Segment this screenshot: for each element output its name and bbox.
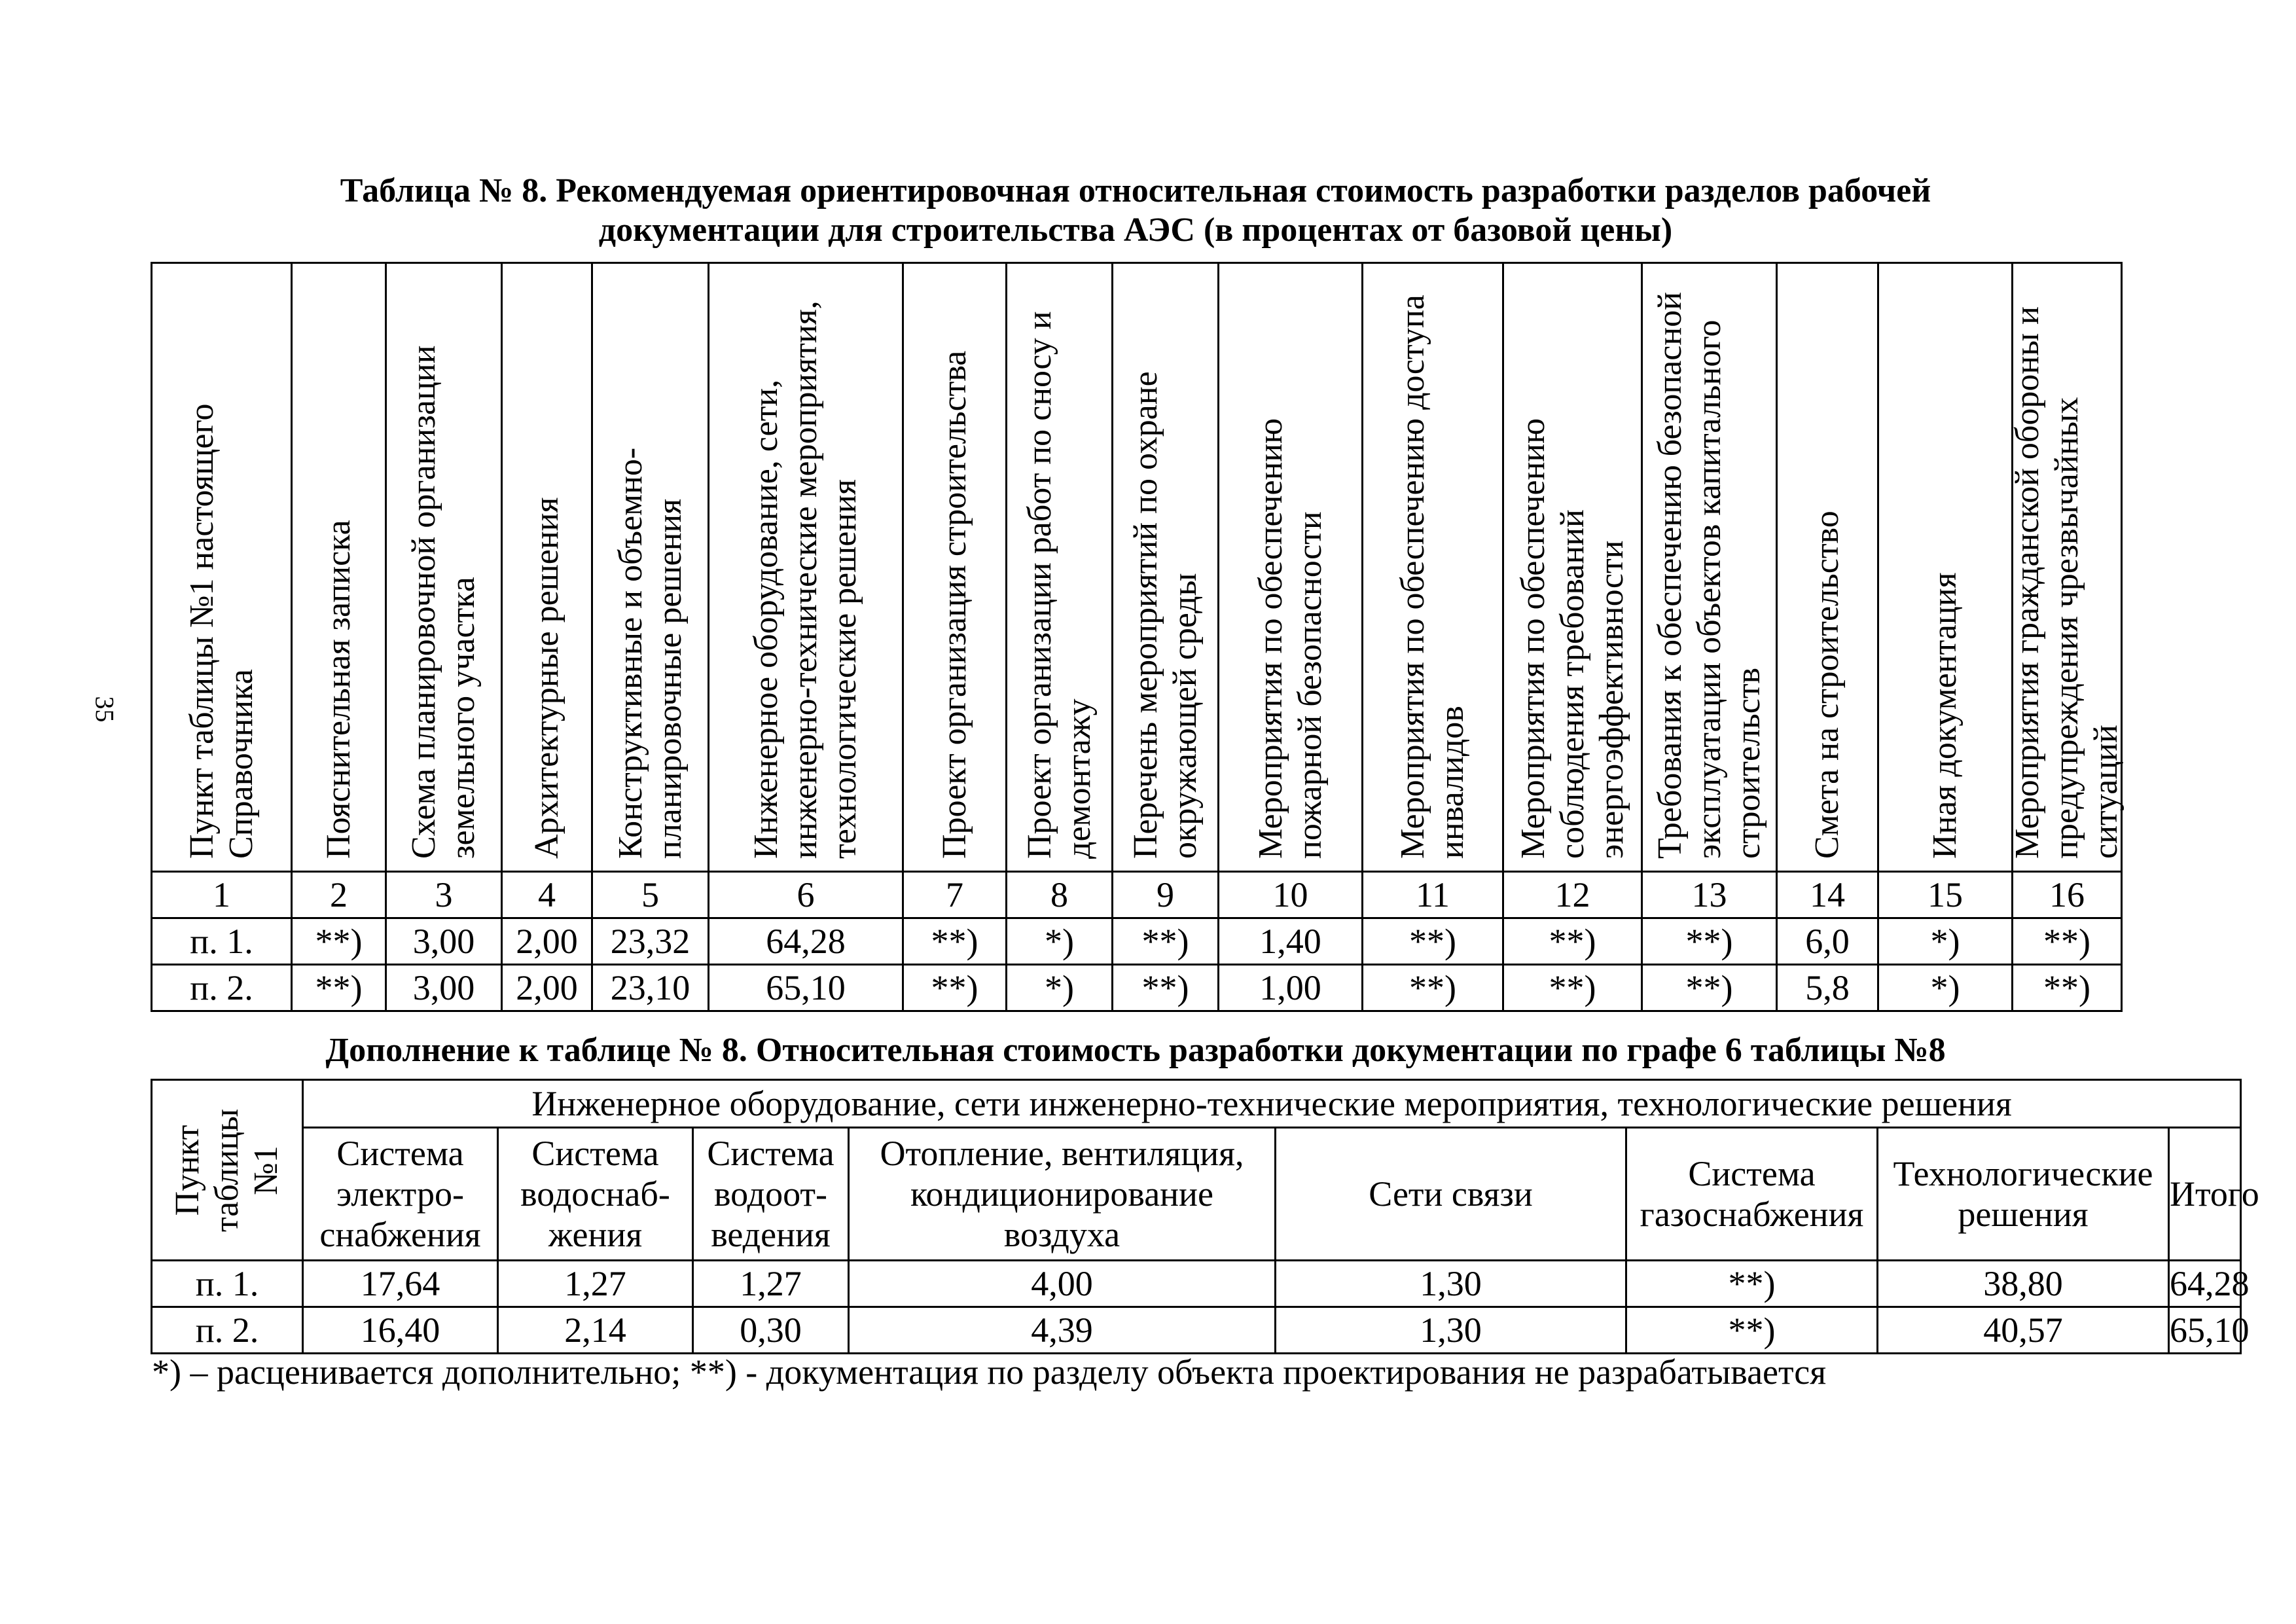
table8-header-cell: Иная документация <box>1878 263 2013 872</box>
table-cell: 3,00 <box>386 918 502 965</box>
column-number: 16 <box>2013 872 2122 918</box>
table8a-subheader: Система водоснаб-жения <box>498 1128 693 1261</box>
table-cell: 65,10 <box>709 965 903 1011</box>
table8-header-cell: Пояснительная записка <box>292 263 386 872</box>
table8a-group-row <box>152 1080 2241 1128</box>
table-cell: **) <box>1113 918 1219 965</box>
table8-header-cell: Требования к обеспечению безопасной эксплуатации объектов капитального строительств <box>1642 263 1777 872</box>
table-cell: 64,28 <box>2169 1261 2241 1307</box>
table8-header-cell: Мероприятия гражданской обороны и предупреждения чрезвычайных ситуаций <box>2013 263 2122 872</box>
table8-header-cell: Схема планировочной организации земельного участка <box>386 263 502 872</box>
table8a-group-header: Инженерное оборудование, сети инженерно-технические мероприятия, технологические решения <box>303 1080 2241 1128</box>
table8-header-cell: Инженерное оборудование, сети, инженерно-технические мероприятия, технологические решения <box>709 263 903 872</box>
column-number: 1 <box>152 872 292 918</box>
table8-title <box>151 171 2121 250</box>
column-number: 7 <box>903 872 1007 918</box>
table8-header-cell: Перечень мероприятий по охране окружающей среды <box>1113 263 1219 872</box>
table-cell: **) <box>1503 965 1642 1011</box>
table8-title-line1: Таблица № 8. Рекомендуемая ориентировочная относительная стоимость разработки разделов рабочей <box>340 172 1931 209</box>
table-cell: 23,32 <box>592 918 709 965</box>
table8a-subheader: Система электро-снабжения <box>303 1128 498 1261</box>
table-cell: 17,64 <box>303 1261 498 1307</box>
table-cell: **) <box>1642 918 1777 965</box>
table8-header-cell: Пункт таблицы №1 настоящего Справочника <box>152 263 292 872</box>
table-cell: 1,30 <box>1276 1307 1626 1354</box>
table8-title-line2: документации для строительства АЭС (в процентах от базовой цены) <box>598 211 1673 249</box>
table-cell: **) <box>2013 918 2122 965</box>
table8a-subheader: Система водоот-ведения <box>693 1128 849 1261</box>
table-cell: **) <box>2013 965 2122 1011</box>
table8-header-row <box>152 263 2122 872</box>
table8a-subheader: Сети связи <box>1276 1128 1626 1261</box>
table-cell: 65,10 <box>2169 1307 2241 1354</box>
table8a-title: Дополнение к таблице № 8. Относительная стоимость разработки документации по графе 6 таблицы №8 <box>325 1032 1946 1069</box>
table8-header-cell: Мероприятия по обеспечению доступа инвалидов <box>1363 263 1503 872</box>
column-number: 11 <box>1363 872 1503 918</box>
table-cell: 0,30 <box>693 1307 849 1354</box>
table-cell: **) <box>903 918 1007 965</box>
column-number: 13 <box>1642 872 1777 918</box>
table-cell: *) <box>1007 918 1113 965</box>
table-cell: 5,8 <box>1777 965 1878 1011</box>
table-cell: п. 2. <box>152 1307 303 1354</box>
table8-column-number-row <box>152 872 2122 918</box>
table8-header-cell: Мероприятия по обеспечению пожарной безопасности <box>1219 263 1363 872</box>
table-cell: 4,00 <box>849 1261 1276 1307</box>
table8 <box>151 262 2123 1012</box>
table8a <box>151 1079 2259 1354</box>
table-cell: **) <box>1626 1261 1878 1307</box>
page-number: 35 <box>90 696 120 723</box>
table8-header-cell: Проект организация строительства <box>903 263 1007 872</box>
table8-header-cell: Мероприятия по обеспечению соблюдения требований энергоэффективности <box>1503 263 1642 872</box>
column-number: 4 <box>502 872 592 918</box>
table-cell: **) <box>1503 918 1642 965</box>
table8-header-cell: Архитектурные решения <box>502 263 592 872</box>
column-number: 3 <box>386 872 502 918</box>
table-cell: п. 2. <box>152 965 292 1011</box>
table-cell: **) <box>1363 918 1503 965</box>
table8-header-cell: Смета на строительство <box>1777 263 1878 872</box>
column-number: 8 <box>1007 872 1113 918</box>
table-cell: **) <box>1363 965 1503 1011</box>
table8a-subheader: Система газоснабжения <box>1626 1128 1878 1261</box>
table-cell: п. 1. <box>152 918 292 965</box>
column-number: 14 <box>1777 872 1878 918</box>
table8-header-cell: Проект организации работ по сносу и демонтажу <box>1007 263 1113 872</box>
footnote: *) – расценивается дополнительно; **) - документация по разделу объекта проектирования не разрабатывается <box>152 1352 1827 1392</box>
table8a-subheader: Отопление, вентиляция, кондиционирование воздуха <box>849 1128 1276 1261</box>
table-cell: 16,40 <box>303 1307 498 1354</box>
table-cell: 1,40 <box>1219 918 1363 965</box>
column-number: 6 <box>709 872 903 918</box>
table-cell: *) <box>1878 965 2013 1011</box>
table-cell: 64,28 <box>709 918 903 965</box>
column-number: 5 <box>592 872 709 918</box>
table-cell: 2,00 <box>502 918 592 965</box>
table-cell: 4,39 <box>849 1307 1276 1354</box>
table-row <box>152 918 2122 965</box>
table-cell: **) <box>292 965 386 1011</box>
table-cell: 2,00 <box>502 965 592 1011</box>
table-cell: 1,00 <box>1219 965 1363 1011</box>
table-cell: *) <box>1878 918 2013 965</box>
table-cell: 2,14 <box>498 1307 693 1354</box>
table-row <box>152 965 2122 1011</box>
column-number: 10 <box>1219 872 1363 918</box>
table-cell: 23,10 <box>592 965 709 1011</box>
table8-header-cell: Конструктивные и объемно-планировочные решения <box>592 263 709 872</box>
table8a-subheader: Технологические решения <box>1878 1128 2169 1261</box>
table-cell: **) <box>1626 1307 1878 1354</box>
table-cell: 40,57 <box>1878 1307 2169 1354</box>
table8a-subheader: Итого <box>2169 1128 2241 1261</box>
table-cell: **) <box>1113 965 1219 1011</box>
column-number: 12 <box>1503 872 1642 918</box>
column-number: 9 <box>1113 872 1219 918</box>
table-cell: 6,0 <box>1777 918 1878 965</box>
table-cell: 1,27 <box>693 1261 849 1307</box>
table-cell: **) <box>903 965 1007 1011</box>
table-cell: 1,30 <box>1276 1261 1626 1307</box>
table-row <box>152 1307 2241 1354</box>
table-cell: *) <box>1007 965 1113 1011</box>
column-number: 2 <box>292 872 386 918</box>
table-cell: 38,80 <box>1878 1261 2169 1307</box>
table-cell: 1,27 <box>498 1261 693 1307</box>
table8a-row-header: Пункт таблицы №1 <box>152 1080 303 1261</box>
table-row <box>152 1261 2241 1307</box>
table8a-subheader-row <box>152 1128 2241 1261</box>
table-cell: 3,00 <box>386 965 502 1011</box>
table-cell: **) <box>292 918 386 965</box>
table-cell: п. 1. <box>152 1261 303 1307</box>
table-cell: **) <box>1642 965 1777 1011</box>
column-number: 15 <box>1878 872 2013 918</box>
